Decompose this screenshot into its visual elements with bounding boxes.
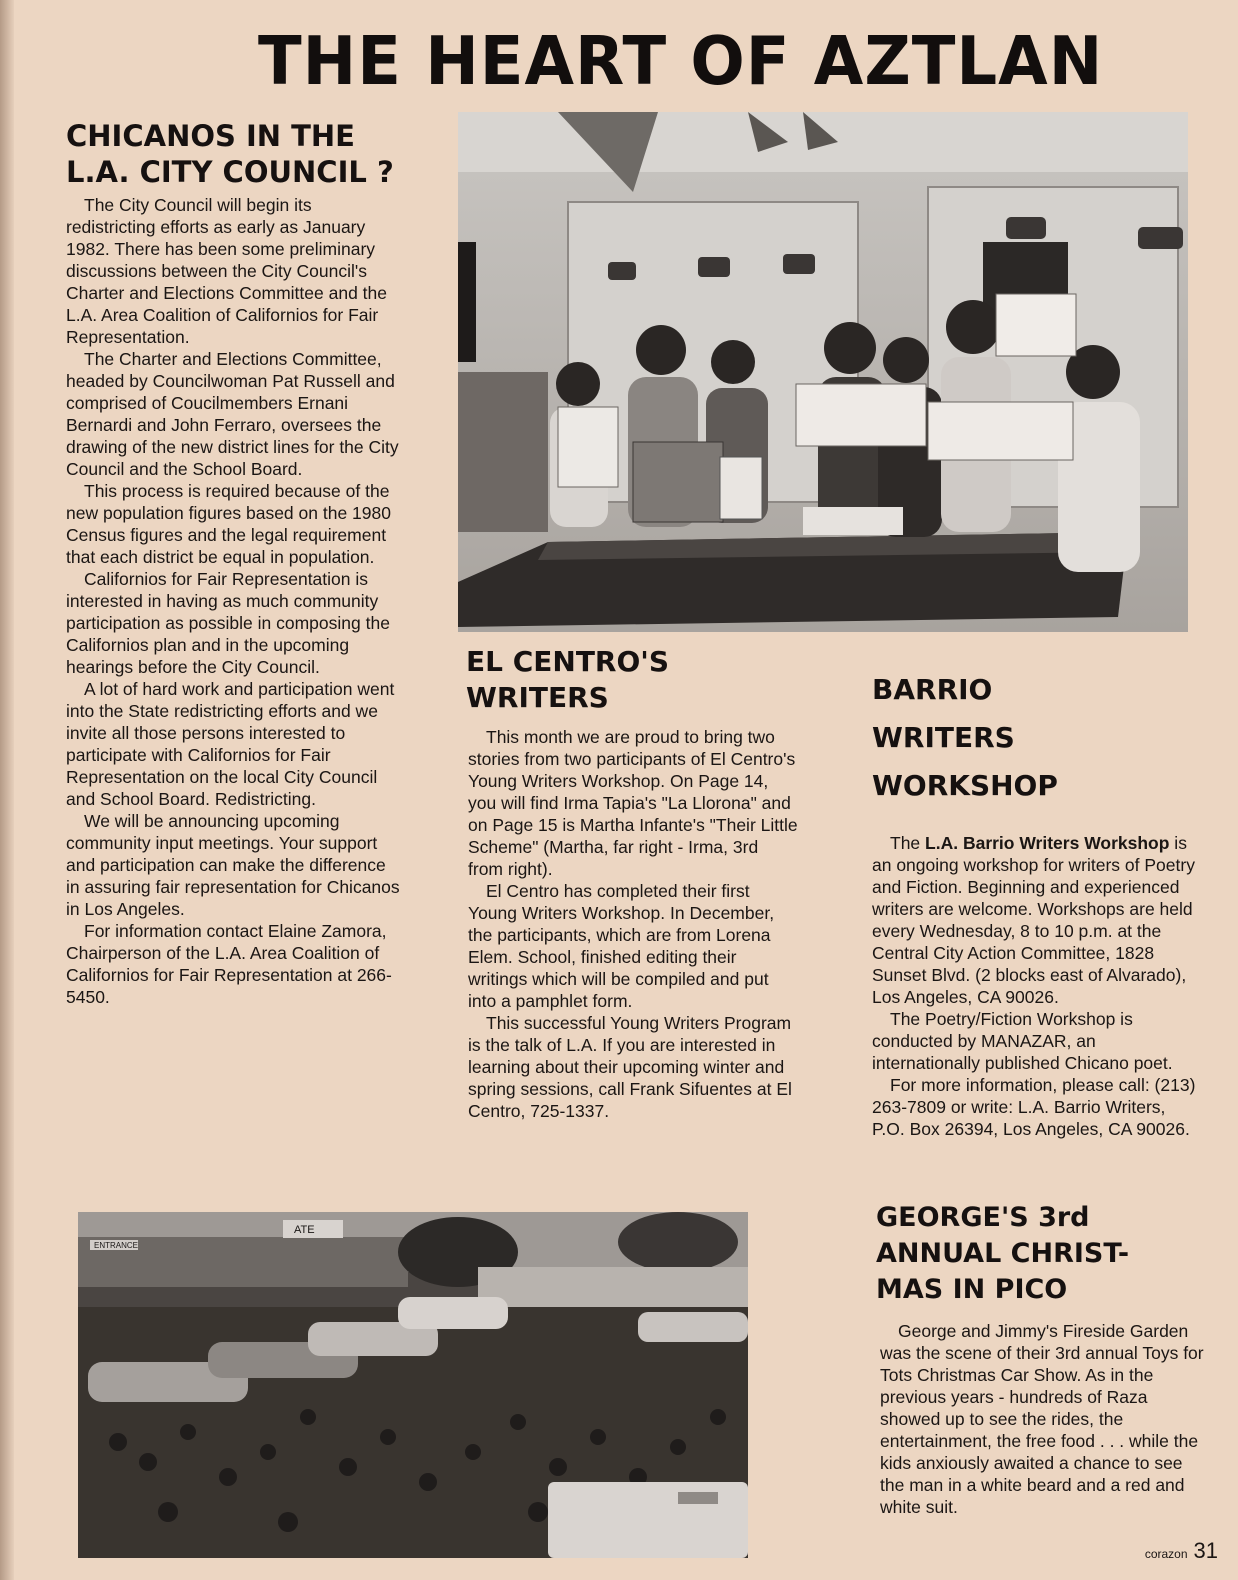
body-text: is an ongoing workshop for writers of Poetry and Fiction. Beginning and experienced writers are welcome. Workshops are held every Wednesday, 8 to 10 p.m. at the Central City Action Committee, 1828 Sunset Blvd. (2 blocks east of Alvarado), Los Angeles, CA 90026.: [872, 833, 1195, 1007]
paragraph: We will be announcing upcoming community input meetings. Your support and participation can make the difference in assuring fair representation for Chicanos in Los Angeles.: [66, 811, 400, 919]
paragraph: This month we are proud to bring two stories from two participants of El Centro's Young Writers Workshop. On Page 14, you will find Irma Tapia's "La Llorona" and on Page 15 is Martha Infante's "Their Little Scheme" (Martha, far right - Irma, 3rd from right).: [468, 727, 798, 879]
paragraph: [872, 832, 1202, 1008]
paragraph: The Charter and Elections Committee, headed by Councilwoman Pat Russell and comprised of Coucilmembers Ernani Bernardi and John Ferraro, oversees the drawing of the new district lines for the City Council and the School Board.: [66, 349, 399, 479]
headline-line-1: CHICANOS IN THE: [66, 119, 355, 153]
article-city-council-body: [66, 194, 400, 1008]
headline-line-2: WRITERS: [872, 721, 1015, 754]
entrance-sign: ENTRANCE: [94, 1241, 139, 1250]
headline-line-3: MAS IN PICO: [876, 1274, 1068, 1305]
paragraph: This process is required because of the new population figures based on the 1980 Census figures and the legal requirement that each district be equal in population.: [66, 481, 391, 567]
paragraph: The City Council will begin its redistricting efforts as early as January 1982. There has been some preliminary discussions between the City Council's Charter and Elections Committee and the L.A. Area Coalition of Californios for Fair Representation.: [66, 195, 387, 347]
workshop-name: L.A. Barrio Writers Workshop: [925, 833, 1170, 853]
article-georges-christmas-body: [880, 1320, 1210, 1518]
article-georges-christmas-headline: [876, 1200, 1216, 1308]
page-footer: [1145, 1538, 1218, 1566]
article-city-council-headline: [66, 118, 436, 190]
article-barrio-writers-body: [872, 832, 1202, 1140]
page-number: 31: [1193, 1538, 1218, 1563]
paragraph: George and Jimmy's Fireside Garden was the scene of their 3rd annual Toys for Tots Christmas Car Show. As in the previous years - hundreds of Raza showed up to see the rides, the entertainment, the free food . . . while the kids anxiously awaited a chance to see the man in a white beard and a red and white suit.: [880, 1321, 1204, 1517]
headline-line-2: WRITERS: [466, 681, 609, 714]
headline-line-3: WORKSHOP: [872, 769, 1058, 802]
headline-line-2: L.A. CITY COUNCIL ?: [66, 155, 394, 189]
paragraph: This successful Young Writers Program is the talk of L.A. If you are interested in learning about their upcoming winter and spring sessions, call Frank Sifuentes at El Centro, 725-1337.: [468, 1013, 792, 1121]
classroom-photo: [458, 112, 1188, 632]
headline-line-1: GEORGE'S 3rd: [876, 1202, 1090, 1233]
classroom-photo-image: [458, 112, 1188, 632]
car-show-crowd-image: [78, 1212, 748, 1558]
page-binding-edge: [0, 0, 14, 1580]
article-el-centro-headline: [466, 644, 846, 716]
paragraph: For information contact Elaine Zamora, Chairperson of the L.A. Area Coalition of Californios for Fair Representation at 266-5450.: [66, 921, 392, 1007]
headline-line-1: BARRIO: [872, 673, 993, 706]
paragraph: A lot of hard work and participation went into the State redistricting efforts and we invite all those persons interested to participate with Californios for Fair Representation on the local City Council and School Board. Redistricting.: [66, 679, 395, 809]
headline-line-2: ANNUAL CHRIST-: [876, 1238, 1130, 1269]
car-show-crowd-photo: [78, 1212, 748, 1558]
paragraph: The Poetry/Fiction Workshop is conducted by MANAZAR, an internationally published Chicano poet.: [872, 1009, 1173, 1073]
lead-text: The: [890, 833, 926, 853]
article-el-centro-body: [468, 726, 798, 1122]
eat-sign: ATE: [294, 1224, 315, 1236]
paragraph: El Centro has completed their first Young Writers Workshop. In December, the participants, which are from Lorena Elem. School, finished editing their writings which will be compiled and put into a pamphlet form.: [468, 881, 775, 1011]
magazine-name: corazon: [1144, 1547, 1188, 1561]
paragraph: For more information, please call: (213) 263-7809 or write: L.A. Barrio Writers, P.O. Box 26394, Los Angeles, CA 90026.: [872, 1075, 1196, 1139]
paragraph: Californios for Fair Representation is interested in having as much community participation as possible in composing the Californios plan and in the upcoming hearings before the City Council.: [66, 569, 390, 677]
masthead-title: THE HEART OF AZTLAN: [258, 23, 1104, 101]
article-barrio-writers-headline: [872, 666, 1192, 810]
headline-line-1: EL CENTRO'S: [466, 645, 670, 678]
